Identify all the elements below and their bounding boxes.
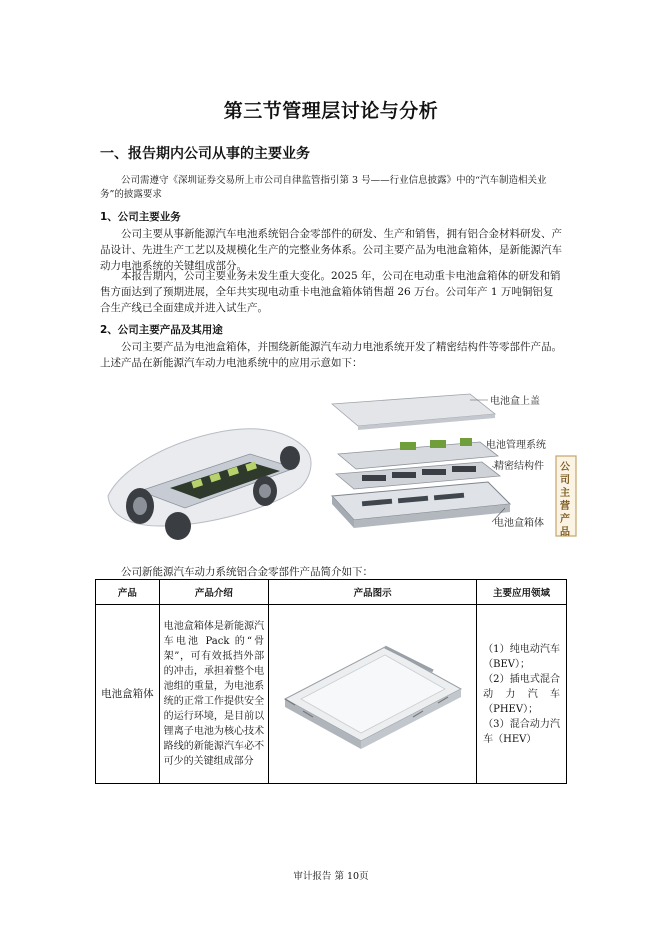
header-product: 产品	[96, 580, 160, 605]
product-illustration-cell	[269, 605, 477, 784]
battery-system-illustration	[100, 376, 580, 546]
svg-text:产: 产	[560, 514, 570, 525]
section-heading: 一、报告期内公司从事的主要业务	[100, 146, 310, 162]
application-phev: （2）插电式混合动力汽车（PHEV）；	[483, 673, 560, 715]
products-paragraph: 公司主要产品为电池盒箱体，并围绕新能源汽车动力电池系统开发了精密结构件等零部件产品。上述产品在新能源汽车动力电池系统中的应用示意如下：	[100, 341, 562, 369]
exploded-battery-pack-image	[332, 394, 510, 528]
product-table	[95, 579, 567, 784]
header-description: 产品介绍	[159, 580, 269, 605]
label-battery-box-cover: 电池盒上盖	[490, 396, 540, 407]
product-name: 电池盒箱体	[96, 605, 160, 784]
page-title: 第三节管理层讨论与分析	[223, 100, 439, 122]
svg-text:公: 公	[560, 462, 570, 473]
battery-system-figure	[100, 376, 580, 546]
battery-box-photo	[273, 633, 473, 753]
header-applications: 主要应用领域	[477, 580, 567, 605]
svg-text:品: 品	[560, 527, 570, 538]
label-bms: 电池管理系统	[486, 440, 546, 451]
product-description: 电池盒箱体是新能源汽车电池 Pack 的“骨架”，可有效抵挡外部的冲击，承担着整个电池组的重量，为电池系统的正常工作提供安全的运行环境，是目前以锂离子电池为核心技术路线的新能源汽车必不可少的关键组成部分	[159, 605, 269, 784]
table-row	[96, 605, 567, 784]
header-illustration: 产品图示	[269, 580, 477, 605]
application-bev: （1）纯电动汽车（BEV）；	[483, 643, 560, 670]
car-chassis-image	[108, 429, 311, 540]
subsection-heading-business: 1、公司主要业务	[100, 211, 181, 223]
subsection-heading-products: 2、公司主要产品及其用途	[100, 324, 223, 336]
business-paragraph-1: 公司主要从事新能源汽车电池系统铝合金零部件的研发、生产和销售，拥有铝合金材料研发、产品设计、先进生产工艺以及规模化生产的完整业务体系。公司主要产品为电池盒箱体，是新能源汽车动力电池系统的关键组成部分。	[100, 228, 562, 272]
table-header-row	[96, 580, 567, 605]
svg-text:营: 营	[560, 501, 570, 512]
disclosure-intro: 公司需遵守《深圳证券交易所上市公司自律监管指引第 3 号——行业信息披露》中的“汽车制造相关业务”的披露要求	[100, 175, 547, 200]
svg-text:司: 司	[560, 475, 570, 486]
svg-text:主: 主	[560, 488, 570, 499]
label-precision-parts: 精密结构件	[494, 461, 544, 472]
page-footer: 审计报告 第 10页	[293, 871, 369, 882]
label-battery-box-body: 电池盒箱体	[494, 518, 544, 529]
business-paragraph-2: 本报告期内，公司主要业务未发生重大变化。2025 年，公司在电动重卡电池盒箱体的研发和销售方面达到了预期进展，全年共实现电动重卡电池盒箱体销售超 26 万台。公司年产 1 万吨铜铝复合生产线已全面建成并进入试生产。	[100, 270, 561, 314]
table-intro: 公司新能源汽车动力系统铝合金零部件产品简介如下：	[121, 566, 373, 578]
application-hev: （3）混合动力汽车（HEV）	[483, 718, 560, 745]
applications-cell	[477, 605, 567, 784]
